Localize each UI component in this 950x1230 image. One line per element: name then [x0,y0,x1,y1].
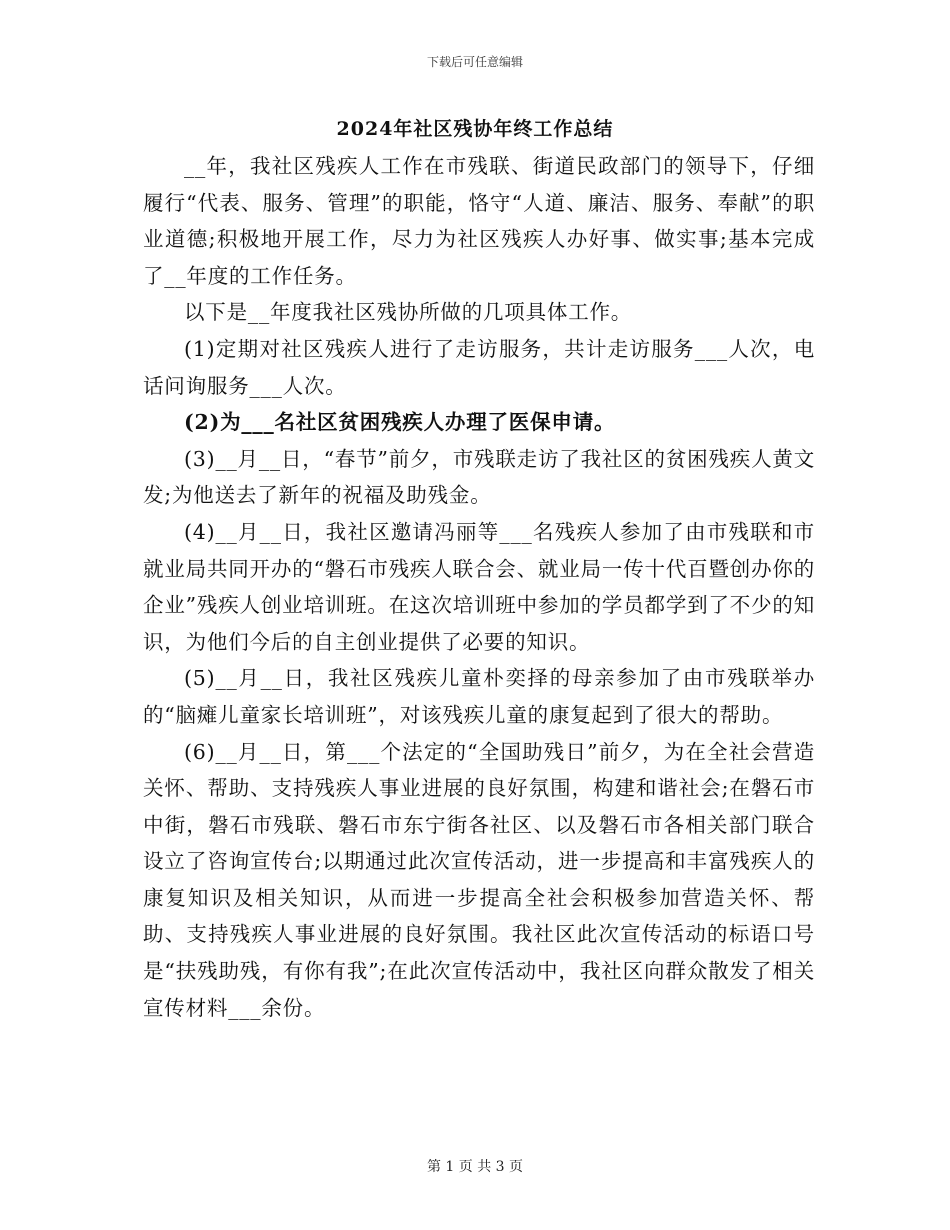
paragraph-intro: __年，我社区残疾人工作在市残联、街道民政部门的领导下，仔细履行“代表、服务、管理”的职能，恪守“人道、廉洁、服务、奉献”的职业道德;积极地开展工作，尽力为社区残疾人办好事、做实事;基本完成了__年度的工作任务。 [143,154,815,288]
page-number-footer: 第 1 页 共 3 页 [426,1159,524,1175]
paragraph-item-6: (6)__月__日，第___个法定的“全国助残日”前夕，为在全社会营造关怀、帮助、支持残疾人事业进展的良好氛围，构建和谐社会;在磐石市中街，磐石市残联、磐石市东宁街各社区、以及磐石市各相关部门联合设立了咨询宣传台;以期通过此次宣传活动，进一步提高和丰富残疾人的康复知识及相关知识，从而进一步提高全社会积极参加营造关怀、帮助、支持残疾人事业进展的良好氛围。我社区此次宣传活动的标语口号是“扶残助残，有你有我”;在此次宣传活动中，我社区向群众散发了相关宣传材料___余份。 [143,739,815,1020]
document-body [143,148,815,1026]
paragraph-item-1: (1)定期对社区残疾人进行了走访服务，共计走访服务___人次，电话问询服务___人次。 [143,336,815,398]
document-title: 2024年社区残协年终工作总结 [336,118,614,140]
paragraph-item-5: (5)__月__日，我社区残疾儿童朴奕择的母亲参加了由市残联举办的“脑瘫儿童家长培训班”，对该残疾儿童的康复起到了很大的帮助。 [143,666,815,727]
paragraph-item-2: (2)为___名社区贫困残疾人办理了医保申请。 [184,410,616,435]
paragraph-item-4: (4)__月__日，我社区邀请冯丽等___名残疾人参加了由市残联和市就业局共同开办的“磐石市残疾人联合会、就业局一传十代百暨创办你的企业”残疾人创业培训班。在这次培训班中参加的学员都学到了不少的知识，为他们今后的自主创业提供了必要的知识。 [143,519,815,654]
paragraph-item-3: (3)__月__日，“春节”前夕，市残联走访了我社区的贫困残疾人黄文发;为他送去了新年的祝福及助残金。 [143,446,815,508]
paragraph-summary: 以下是__年度我社区残协所做的几项具体工作。 [184,300,633,325]
header-note: 下载后可任意编辑 [426,55,523,69]
